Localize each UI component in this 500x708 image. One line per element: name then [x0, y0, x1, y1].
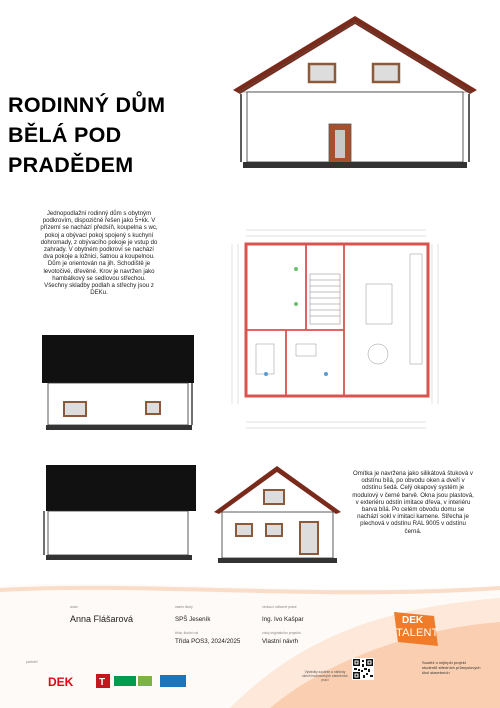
teacher-label: vedoucí odborné práce [262, 605, 297, 609]
teacher-name: Ing. Ivo Kašpar [262, 616, 304, 623]
title-line-3: PRADĚDEM [8, 153, 134, 177]
talent-description: Soutěž o nejlepší projekt studentů středních průmyslových škol stavebních [422, 660, 481, 675]
front-wall [247, 92, 463, 162]
side-elevation-west [38, 465, 198, 565]
class-label: třída, školní rok [175, 631, 199, 635]
window-right [146, 402, 160, 414]
roof-plane [42, 335, 194, 383]
materials-description: Omítka je navržena jako silikátová štuková v odstínu bílá, po obvodu oken a dveří v odstínu šedá. Celý okapový systém je modulový v černé barvě. Okna jsou plastová, v exteriéru odstín imitace dřeva, v interiéru barva bílá. Po celém obvodu domu se nachází sokl v imitaci kamene. Střecha je plechová v odstínu RAL 9005 v odstínu černá. [352, 470, 474, 535]
partner-logos [96, 672, 196, 690]
dek-logo: DEK [48, 675, 74, 689]
dek-talent-logo [394, 612, 438, 646]
origin-value: Vlastní návrh [262, 638, 299, 645]
origin-label: zdroj originálního projektu [262, 631, 301, 635]
title-line-1: RODINNÝ DŮM [8, 93, 166, 117]
talent-logo-word: TALENT [396, 627, 439, 639]
school-name: SPŠ Jeseník [175, 616, 211, 623]
author-label: autor [70, 605, 78, 609]
exterior-walls [246, 244, 428, 396]
school-label: název školy [175, 605, 193, 609]
attic-window-left [309, 64, 335, 82]
svg-text:T: T [99, 677, 106, 688]
partners-label: partneři [26, 660, 38, 664]
qr-note: Výsledky soutěže a náhledy všech hodnocených stavebních prací [301, 670, 348, 682]
project-description: Jednopodlažní rodinný dům s obytným podkrovím, dispozičně řešen jako 5+kk. V přízemí se nachází předsíň, koupelna s wc, pokoj a obývací pokoj spojený s kuchyní dohromady, z obývacího pokoje je vstup do zahrady. V obytném podkroví se nachází dva pokoje a ložnici, šatnou a koupelnou. Dům je orientován na jih. Schodiště je levotočivé, dřevěné. Krov je navržen jako hambálkový se sedlovou střechou. Všechny skladby podlah a střechy jsou z DEKu. [40, 210, 158, 297]
talent-logo-dek: DEK [402, 615, 424, 626]
side-elevation-east [38, 335, 198, 435]
attic-window-right [373, 64, 399, 82]
roof-outline [233, 16, 477, 94]
author-name: Anna Flášarová [70, 614, 134, 624]
rear-elevation-drawing [210, 462, 345, 568]
class-year: Třída POS3, 2024/2025 [175, 638, 241, 645]
page-title [8, 90, 165, 180]
ground-line [243, 162, 467, 168]
ground-floor-plan [226, 224, 456, 444]
front-elevation-drawing [225, 12, 485, 172]
qr-code[interactable] [352, 658, 374, 680]
title-line-2: BĚLÁ POD [8, 123, 122, 147]
window-left [64, 402, 86, 416]
